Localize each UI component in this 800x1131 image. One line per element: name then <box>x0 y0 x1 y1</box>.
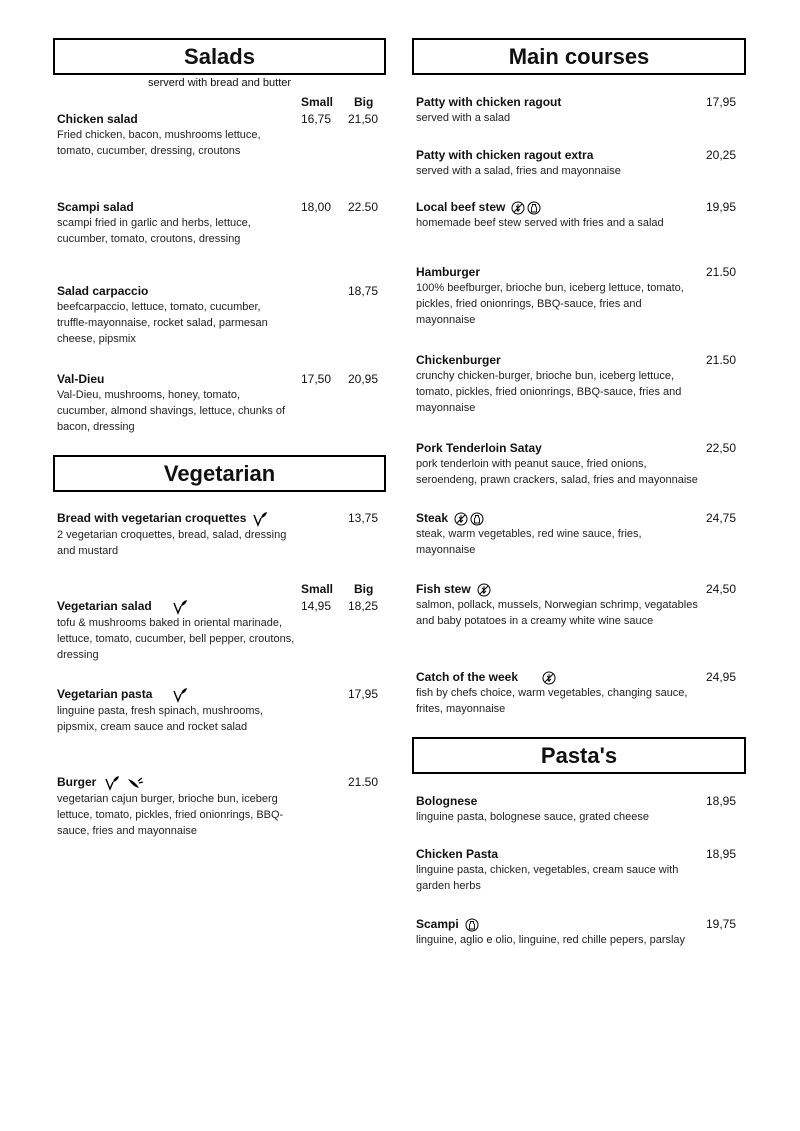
price-big: 20,95 <box>348 372 379 386</box>
price-small: 14,95 <box>301 599 332 613</box>
price: 22,50 <box>706 441 737 455</box>
item-name: Chicken salad <box>57 112 138 126</box>
vegetarian-heading <box>53 455 386 492</box>
item-description: linguine pasta, bolognese sauce, grated cheese <box>416 811 650 823</box>
price-small: 18,00 <box>301 200 332 214</box>
main-courses-heading <box>412 38 746 75</box>
price: 13,75 <box>348 511 379 525</box>
menu-item-scampi-salad <box>57 199 297 247</box>
item-name: Steak <box>416 511 449 525</box>
item-name: Local beef stew <box>416 200 506 214</box>
menu-item-bolognese <box>416 793 701 825</box>
menu-item-chicken-salad <box>57 111 297 159</box>
price-big: 22.50 <box>348 200 379 214</box>
price: 20,25 <box>706 148 737 162</box>
salads-note: serverd with bread and butter <box>147 77 292 89</box>
salads-heading <box>53 38 386 75</box>
gluten-free-icon <box>511 201 525 215</box>
item-description: 100% beefburger, brioche bun, iceberg lettuce, tomato, pickles, fried onionrings, BBQ-sauce, fries and mayonnaise <box>416 282 684 326</box>
price: 24,50 <box>706 582 737 596</box>
item-name: Scampi <box>416 917 459 931</box>
item-name: Fish stew <box>416 582 471 596</box>
vegetarian-col-big: Big <box>354 582 374 596</box>
menu-item-val-dieu <box>57 371 297 435</box>
item-name: Pork Tenderloin Satay <box>416 441 542 455</box>
item-name: Val-Dieu <box>57 372 105 386</box>
menu-item-chicken-pasta <box>416 846 701 894</box>
gluten-free-icon <box>477 583 491 597</box>
lactose-free-icon <box>527 201 541 215</box>
item-name: Bread with vegetarian croquettes <box>57 511 247 525</box>
price: 24,75 <box>706 511 737 525</box>
salads-col-small: Small <box>301 95 334 109</box>
menu-item-vegetarian-burger <box>57 774 297 839</box>
item-name: Vegetarian salad <box>57 599 152 613</box>
vegetarian-leaf-icon <box>172 599 188 615</box>
price: 17,95 <box>348 687 379 701</box>
gluten-free-icon <box>542 671 556 685</box>
menu-item-patty-chicken-ragout <box>416 94 701 126</box>
item-name: Salad carpaccio <box>57 284 149 298</box>
price: 19,95 <box>706 200 737 214</box>
menu-item-scampi-pasta <box>416 916 701 948</box>
menu-item-bread-vegetarian-croquettes <box>57 510 297 559</box>
price: 24,95 <box>706 670 737 684</box>
menu-item-vegetarian-salad <box>57 598 297 663</box>
item-name: Bolognese <box>416 794 478 808</box>
item-name: Patty with chicken ragout <box>416 95 562 109</box>
price-small: 16,75 <box>301 112 332 126</box>
vegetarian-col-small: Small <box>301 582 334 596</box>
price: 21.50 <box>706 353 737 367</box>
lactose-free-icon <box>465 918 479 932</box>
item-description: linguine, aglio e olio, linguine, red chille pepers, parslay <box>416 934 686 946</box>
menu-item-salad-carpaccio <box>57 283 297 347</box>
menu-item-local-beef-stew <box>416 199 701 231</box>
menu-item-catch-of-the-week <box>416 669 701 717</box>
vegetarian-leaf-icon <box>172 687 188 703</box>
item-description: steak, warm vegetables, red wine sauce, fries, mayonnaise <box>416 528 642 556</box>
item-description: crunchy chicken-burger, brioche bun, iceberg lettuce, tomato, pickles, fried onionrings, BBQ-sauce, fries and mayonnaise <box>416 370 682 414</box>
menu-item-patty-chicken-ragout-extra <box>416 147 701 179</box>
main-courses-title: Main courses <box>508 44 650 69</box>
pasta-title: Pasta's <box>540 743 618 768</box>
item-name: Burger <box>57 775 97 789</box>
price: 21.50 <box>706 265 737 279</box>
item-name: Vegetarian pasta <box>57 687 153 701</box>
item-name: Catch of the week <box>416 670 519 684</box>
item-description: homemade beef stew served with fries and a salad <box>416 217 664 229</box>
salads-col-big: Big <box>354 95 374 109</box>
item-name: Chicken Pasta <box>416 847 499 861</box>
item-description: beefcarpaccio, lettuce, tomato, cucumber, truffle-mayonnaise, rocket salad, parmesan cheese, pipsmix <box>57 301 268 345</box>
price: 17,95 <box>706 95 737 109</box>
item-description: served with a salad, fries and mayonnaise <box>416 165 621 177</box>
item-name: Hamburger <box>416 265 481 279</box>
item-description: served with a salad <box>416 112 511 124</box>
menu-item-pork-tenderloin-satay <box>416 440 701 488</box>
item-name: Patty with chicken ragout extra <box>416 148 594 162</box>
item-description: 2 vegetarian croquettes, bread, salad, dressing and mustard <box>57 528 287 557</box>
price-big: 18,75 <box>348 284 379 298</box>
item-name: Scampi salad <box>57 200 134 214</box>
item-description: salmon, pollack, mussels, Norwegian schrimp, vegatables and baby potatoes in a creamy white wine sauce <box>416 599 698 627</box>
item-description: Val-Dieu, mushrooms, honey, tomato, cucumber, almond shavings, lettuce, chunks of bacon, dressing <box>57 389 286 433</box>
menu-item-chickenburger <box>416 352 701 416</box>
menu-item-hamburger <box>416 264 701 328</box>
chili-pepper-icon <box>126 776 144 790</box>
item-description: linguine pasta, chicken, vegetables, cream sauce with garden herbs <box>416 864 679 892</box>
item-description: linguine pasta, fresh spinach, mushrooms, pipsmix, cream sauce and rocket salad <box>57 704 264 733</box>
price: 18,95 <box>706 847 737 861</box>
gluten-free-icon <box>454 512 468 526</box>
salads-title: Salads <box>184 44 255 69</box>
item-name: Chickenburger <box>416 353 501 367</box>
item-description: fish by chefs choice, warm vegetables, changing sauce, frites, mayonnaise <box>416 687 688 715</box>
menu-item-steak <box>416 510 701 558</box>
item-description: vegetarian cajun burger, brioche bun, iceberg lettuce, tomato, pickles, fried onionrings, BBQ-sauce, fries and mayonnaise <box>57 792 284 837</box>
price: 18,95 <box>706 794 737 808</box>
vegetarian-leaf-icon <box>252 511 268 527</box>
lactose-free-icon <box>470 512 484 526</box>
price-big: 21,50 <box>348 112 379 126</box>
item-description: Fried chicken, bacon, mushrooms lettuce, tomato, cucumber, dressing, croutons <box>57 129 261 157</box>
item-description: tofu & mushrooms baked in oriental marinade, lettuce, tomato, cucumber, bell pepper, croutons, dressing <box>57 616 295 661</box>
price-big: 18,25 <box>348 599 379 613</box>
item-description: pork tenderloin with peanut sauce, fried onions, seroendeng, prawn crackers, salad, fries and mayonnaise <box>416 458 698 486</box>
price: 19,75 <box>706 917 737 931</box>
vegetarian-leaf-icon <box>104 775 120 791</box>
price-small: 17,50 <box>301 372 332 386</box>
menu-item-fish-stew <box>416 581 701 629</box>
price: 21.50 <box>348 775 379 789</box>
pasta-heading <box>412 737 746 774</box>
vegetarian-title: Vegetarian <box>163 461 276 486</box>
item-description: scampi fried in garlic and herbs, lettuce, cucumber, tomato, croutons, dressing <box>57 217 251 245</box>
menu-item-vegetarian-pasta <box>57 686 297 735</box>
